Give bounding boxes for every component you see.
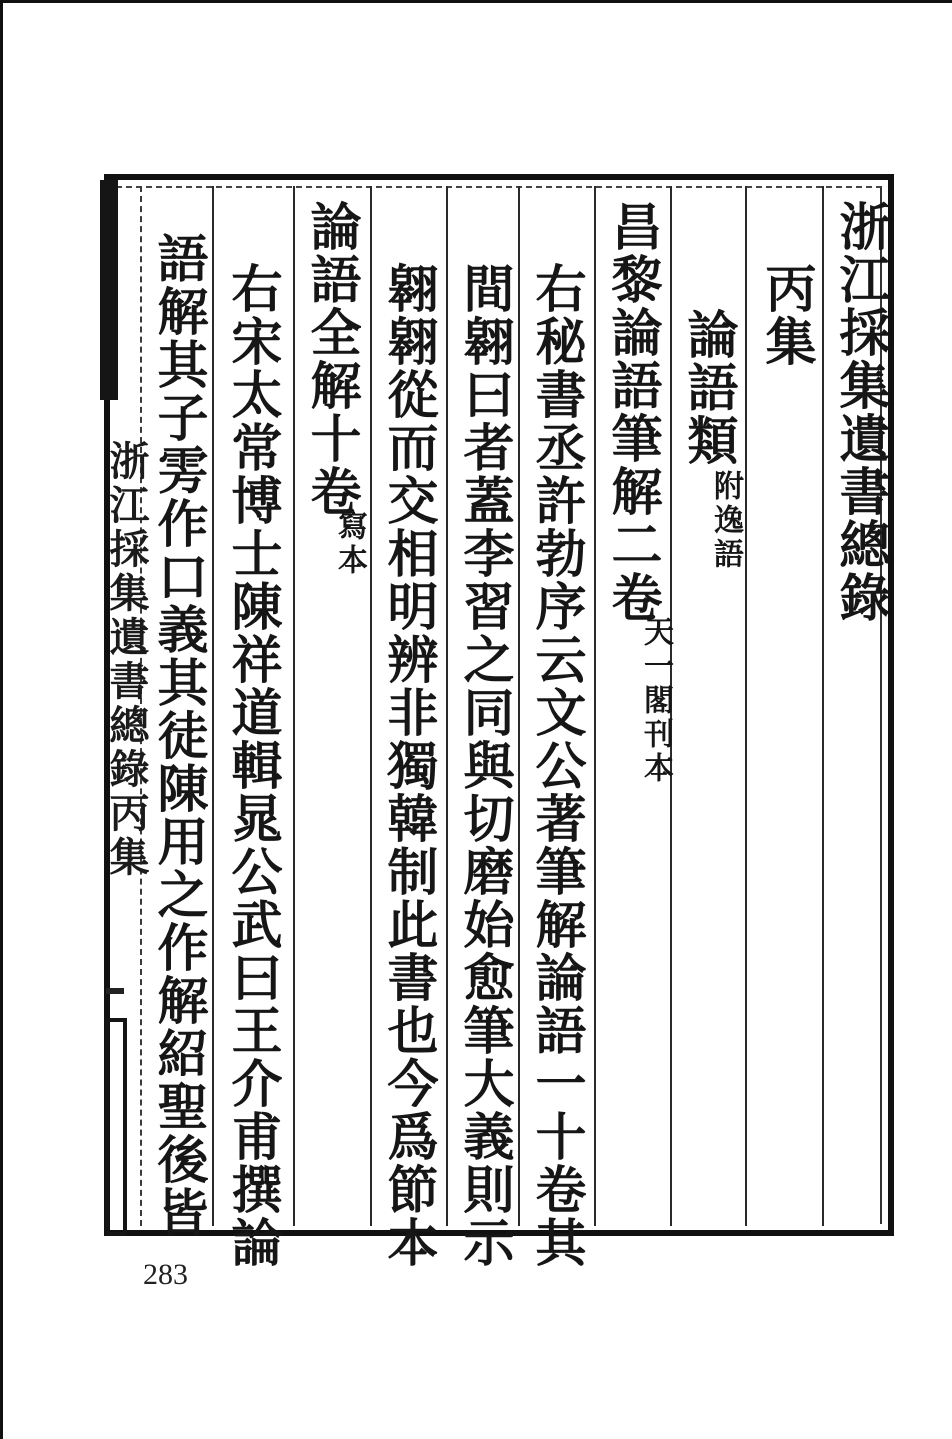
gutter-title: 浙江採集遺書總錄丙集 xyxy=(103,440,150,880)
column-rule xyxy=(594,186,596,1226)
column-rule xyxy=(745,186,747,1226)
entry-text-line: 右秘書丞許勃序云文公著筆解論語一十卷其 xyxy=(526,262,586,1269)
column-rule xyxy=(212,186,214,1226)
gutter-box xyxy=(105,1018,127,1236)
column-rule xyxy=(370,186,372,1226)
column-rule xyxy=(518,186,520,1226)
entry-title: 論語全解十卷 xyxy=(301,200,361,518)
section-title: 丙集 xyxy=(756,262,816,368)
entry-text-line: 間翱曰者蓋李習之同與切磨始愈筆大義則示 xyxy=(454,262,514,1269)
edition-note: 寫本 xyxy=(332,510,367,578)
category-heading: 論語類 xyxy=(678,308,738,467)
entry-text-line: 右宋太常博士陳祥道輯晁公武曰王介甫撰論 xyxy=(222,262,282,1269)
page-edge-left xyxy=(0,0,3,1439)
entry-text-line: 語解其子雱作口義其徒陳用之作解紹聖後皆 xyxy=(148,232,208,1239)
column-rule xyxy=(293,186,295,1226)
entry-text-line: 翱翱從而交相明辨非獨韓制此書也今爲節本 xyxy=(378,262,438,1269)
book-title: 浙江採集遺書總錄 xyxy=(830,200,890,624)
page-edge-top xyxy=(0,0,952,3)
page-number: 283 xyxy=(143,1258,188,1291)
category-note: 附逸語 xyxy=(708,470,743,572)
entry-title: 昌黎論語筆解二卷 xyxy=(602,200,662,624)
leaf-number xyxy=(106,988,124,994)
edition-note: 天一閣刊本 xyxy=(638,616,673,786)
fish-tail-mark xyxy=(100,180,118,400)
column-rule xyxy=(822,186,824,1226)
column-rule xyxy=(446,186,448,1226)
